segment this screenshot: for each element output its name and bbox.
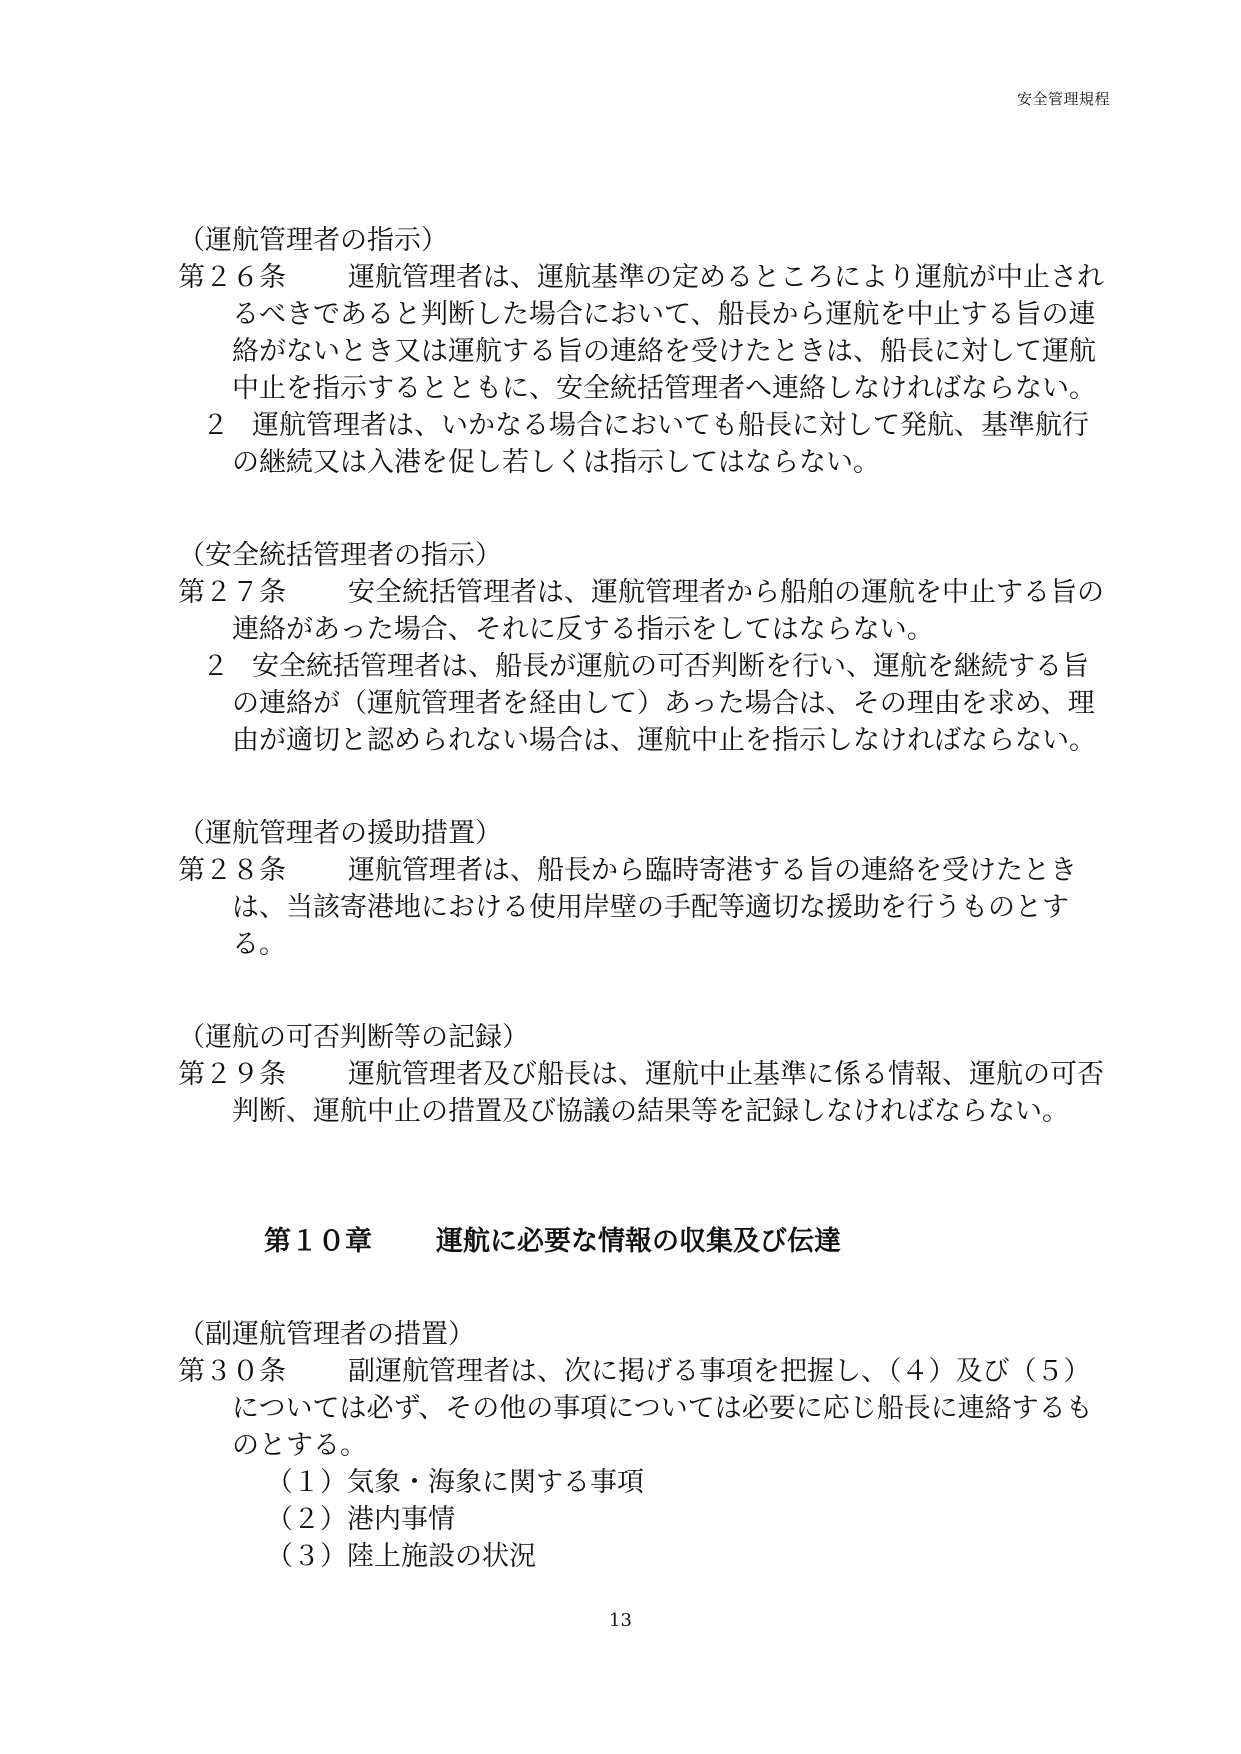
article-heading: （安全統括管理者の指示） bbox=[178, 540, 502, 571]
chapter-title bbox=[178, 1223, 1108, 1260]
article-27 bbox=[178, 537, 1108, 759]
article-body: 安全統括管理者は、運航管理者から船舶の運航を中止する旨の連絡があった場合、それに反する指示をしてはならない。 bbox=[232, 577, 1104, 645]
article-text bbox=[178, 1056, 1108, 1130]
article-paragraph bbox=[178, 407, 1108, 481]
article-heading: （運航の可否判断等の記録） bbox=[178, 1022, 529, 1053]
article-heading: （運航管理者の援助措置） bbox=[178, 818, 502, 849]
page-number: 13 bbox=[609, 1610, 632, 1631]
list-item: （１）気象・海象に関する事項 bbox=[266, 1467, 644, 1498]
article-body: 運航管理者は、運航基準の定めるところにより運航が中止されるべきであると判断した場合において、船長から運航を中止する旨の連絡がないとき又は運航する旨の連絡を受けたときは、船長に対して運航中止を指示するとともに、安全統括管理者へ連絡しなければならない。 bbox=[232, 262, 1104, 404]
article-29 bbox=[178, 1019, 1108, 1130]
document-body bbox=[178, 222, 1108, 1575]
article-heading: （副運航管理者の措置） bbox=[178, 1319, 475, 1350]
article-number: 第２８条 bbox=[178, 855, 286, 886]
article-paragraph bbox=[178, 648, 1108, 759]
chapter-name: 運航に必要な情報の収集及び伝達 bbox=[436, 1226, 841, 1257]
article-heading: （運航管理者の指示） bbox=[178, 225, 448, 256]
article-text bbox=[178, 1353, 1108, 1464]
paragraph-number: ２ bbox=[202, 651, 229, 682]
article-text bbox=[178, 852, 1108, 963]
chapter-number: 第１０章 bbox=[264, 1226, 372, 1257]
list-item: （２）港内事情 bbox=[266, 1504, 455, 1535]
article-text bbox=[178, 574, 1108, 648]
article-body: 副運航管理者は、次に掲げる事項を把握し、（４）及び（５）については必ず、その他の事項については必要に応じ船長に連絡するものとする。 bbox=[232, 1356, 1093, 1461]
paragraph-number: ２ bbox=[202, 410, 229, 441]
article-text bbox=[178, 259, 1108, 407]
article-30 bbox=[178, 1316, 1108, 1575]
article-number: 第３０条 bbox=[178, 1356, 286, 1387]
document-header-title: 安全管理規程 bbox=[1017, 90, 1111, 108]
article-26 bbox=[178, 222, 1108, 481]
article-28 bbox=[178, 815, 1108, 963]
article-number: 第２７条 bbox=[178, 577, 286, 608]
list-item: （３）陸上施設の状況 bbox=[266, 1541, 536, 1572]
paragraph-body: 運航管理者は、いかなる場合においても船長に対して発航、基準航行の継続又は入港を促し若しくは指示してはならない。 bbox=[232, 410, 1089, 478]
article-number: 第２９条 bbox=[178, 1059, 286, 1090]
article-number: 第２６条 bbox=[178, 262, 286, 293]
paragraph-body: 安全統括管理者は、船長が運航の可否判断を行い、運航を継続する旨の連絡が（運航管理者を経由して）あった場合は、その理由を求め、理由が適切と認められない場合は、運航中止を指示しなければならない。 bbox=[232, 651, 1096, 756]
article-body: 運航管理者及び船長は、運航中止基準に係る情報、運航の可否判断、運航中止の措置及び協議の結果等を記録しなければならない。 bbox=[232, 1059, 1104, 1127]
article-body: 運航管理者は、船長から臨時寄港する旨の連絡を受けたときは、当該寄港地における使用岸壁の手配等適切な援助を行うものとする。 bbox=[232, 855, 1077, 960]
